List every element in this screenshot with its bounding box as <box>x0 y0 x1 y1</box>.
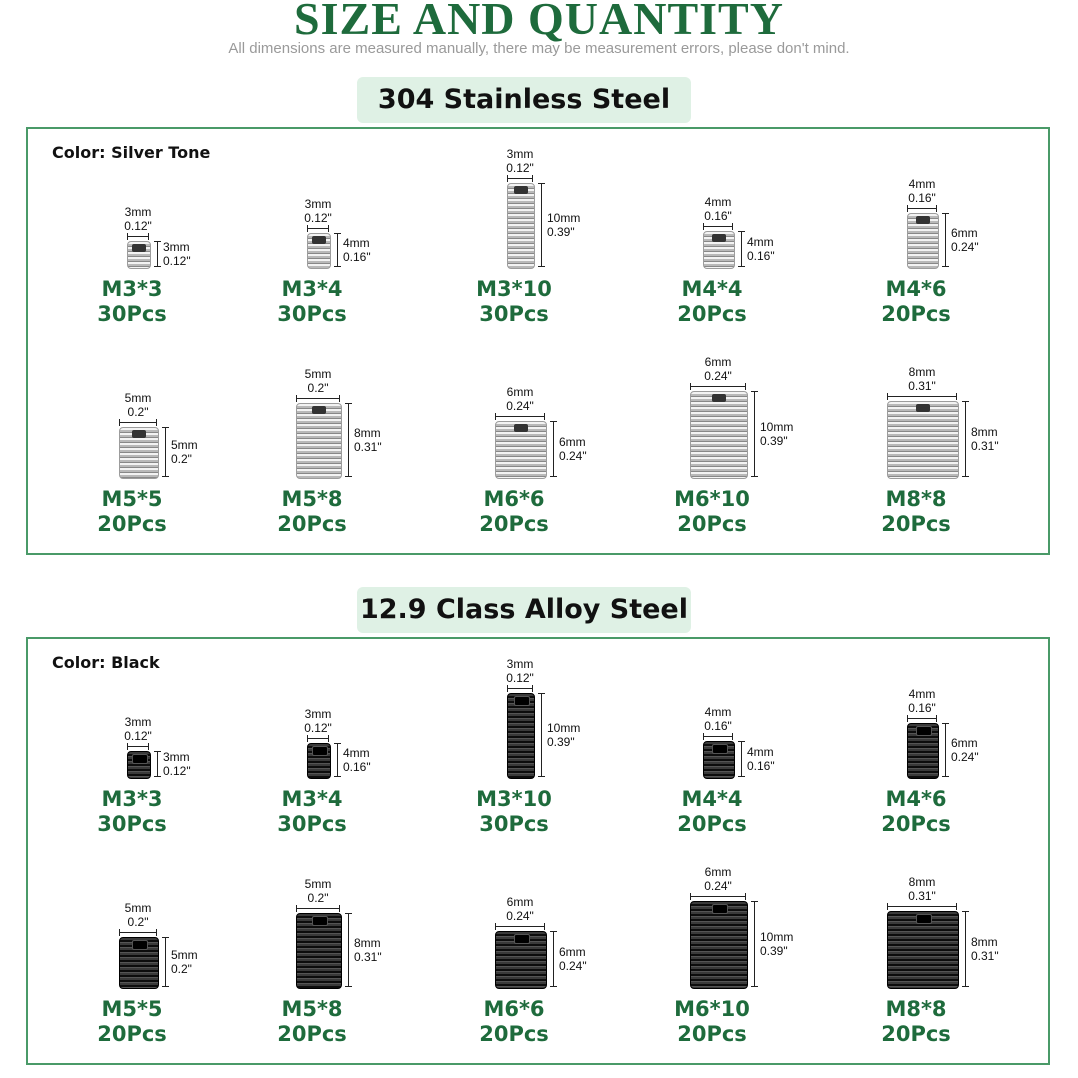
size-label: M3*3 <box>101 277 163 301</box>
height-mm: 5mm <box>171 438 198 452</box>
size-label: M4*4 <box>681 277 743 301</box>
width-dimension-line <box>703 736 733 737</box>
width-mm: 8mm <box>908 875 936 889</box>
hex-socket-icon <box>132 754 148 764</box>
quantity-label: 30Pcs <box>479 812 549 836</box>
width-in: 0.16" <box>704 209 732 223</box>
height-dimension-label <box>171 948 198 976</box>
height-dimension-line <box>754 391 755 477</box>
screw-item <box>434 127 594 332</box>
height-dimension-line <box>337 233 338 267</box>
width-dimension-line <box>907 718 937 719</box>
height-in: 0.31" <box>971 439 999 453</box>
width-mm: 3mm <box>506 657 534 671</box>
set-screw-image <box>507 693 535 779</box>
height-dimension-label <box>547 211 580 239</box>
width-mm: 3mm <box>124 205 152 219</box>
hex-socket-icon <box>712 394 726 402</box>
screw-item <box>52 637 212 842</box>
height-dimension-line <box>741 741 742 777</box>
set-screw-image <box>495 931 547 989</box>
width-in: 0.2" <box>307 381 329 395</box>
width-in: 0.2" <box>127 405 149 419</box>
height-mm: 10mm <box>760 420 794 434</box>
height-dimension-label <box>171 438 198 466</box>
quantity-label: 20Pcs <box>881 302 951 326</box>
width-in: 0.12" <box>124 729 152 743</box>
hex-socket-icon <box>514 696 530 706</box>
set-screw-image <box>907 723 939 779</box>
width-mm: 3mm <box>304 197 332 211</box>
height-dimension-line <box>165 427 166 477</box>
width-dimension-label <box>485 657 555 685</box>
size-label: M3*10 <box>476 787 552 811</box>
width-dimension-line <box>296 398 340 399</box>
height-dimension-line <box>553 931 554 987</box>
hex-socket-icon <box>712 744 728 754</box>
width-in: 0.16" <box>908 701 936 715</box>
width-dimension-line <box>507 688 533 689</box>
screw-item <box>434 637 594 842</box>
height-dimension-line <box>965 401 966 477</box>
height-dimension-label <box>971 425 999 453</box>
quantity-label: 20Pcs <box>677 812 747 836</box>
size-label: M3*3 <box>101 787 163 811</box>
height-dimension-label <box>343 746 371 774</box>
quantity-label: 20Pcs <box>479 512 549 536</box>
width-in: 0.2" <box>127 915 149 929</box>
width-dimension-label <box>283 877 353 905</box>
width-mm: 5mm <box>304 877 332 891</box>
width-dimension-line <box>296 908 340 909</box>
quantity-label: 20Pcs <box>97 1022 167 1046</box>
height-in: 0.31" <box>354 950 382 964</box>
width-dimension-line <box>690 386 746 387</box>
width-mm: 4mm <box>908 177 936 191</box>
height-dimension-label <box>547 721 580 749</box>
hex-socket-icon <box>132 430 146 438</box>
height-dimension-line <box>945 723 946 777</box>
quantity-label: 20Pcs <box>881 512 951 536</box>
size-label: M3*4 <box>281 277 343 301</box>
width-dimension-label <box>683 355 753 383</box>
page-title: SIZE AND QUANTITY <box>294 0 784 44</box>
hex-socket-icon <box>312 916 328 926</box>
quantity-label: 20Pcs <box>277 512 347 536</box>
height-dimension-label <box>760 420 793 448</box>
set-screw-image <box>119 937 159 989</box>
hex-socket-icon <box>514 186 528 194</box>
hex-socket-icon <box>916 216 930 224</box>
height-dimension-line <box>741 231 742 267</box>
quantity-label: 20Pcs <box>677 512 747 536</box>
quantity-label: 20Pcs <box>881 812 951 836</box>
width-dimension-line <box>307 228 329 229</box>
height-mm: 4mm <box>343 746 370 760</box>
quantity-label: 20Pcs <box>277 1022 347 1046</box>
section-heading-stainless: 304 Stainless Steel <box>357 77 691 123</box>
width-in: 0.31" <box>908 379 936 393</box>
color-label: Color: Silver Tone <box>52 143 211 162</box>
width-dimension-label <box>283 197 353 225</box>
height-dimension-line <box>553 421 554 477</box>
height-in: 0.16" <box>343 250 371 264</box>
size-label: M6*6 <box>483 487 545 511</box>
width-dimension-label <box>103 391 173 419</box>
height-mm: 6mm <box>559 435 586 449</box>
width-in: 0.24" <box>506 909 534 923</box>
height-in: 0.2" <box>171 962 192 976</box>
width-dimension-line <box>703 226 733 227</box>
height-in: 0.39" <box>760 944 788 958</box>
screw-item <box>632 337 792 542</box>
width-dimension-line <box>307 738 329 739</box>
height-mm: 5mm <box>171 948 198 962</box>
width-dimension-line <box>507 178 533 179</box>
set-screw-image <box>296 913 342 989</box>
screw-item <box>434 847 594 1052</box>
height-mm: 10mm <box>547 721 581 735</box>
hex-socket-icon <box>312 236 326 244</box>
height-in: 0.31" <box>354 440 382 454</box>
screw-item <box>632 847 792 1052</box>
screw-item <box>232 637 392 842</box>
width-dimension-line <box>907 208 937 209</box>
width-dimension-label <box>485 147 555 175</box>
width-dimension-line <box>127 746 149 747</box>
size-label: M3*4 <box>281 787 343 811</box>
width-dimension-label <box>103 715 173 743</box>
height-in: 0.12" <box>163 254 191 268</box>
height-mm: 4mm <box>747 745 774 759</box>
height-in: 0.16" <box>747 249 775 263</box>
width-dimension-line <box>119 932 157 933</box>
set-screw-image <box>307 233 331 269</box>
width-dimension-line <box>119 422 157 423</box>
width-mm: 6mm <box>704 355 732 369</box>
height-in: 0.24" <box>951 240 979 254</box>
width-dimension-line <box>495 926 545 927</box>
height-in: 0.24" <box>559 959 587 973</box>
width-in: 0.12" <box>506 161 534 175</box>
set-screw-image <box>907 213 939 269</box>
width-dimension-label <box>103 205 173 233</box>
size-label: M4*6 <box>885 787 947 811</box>
hex-socket-icon <box>514 934 530 944</box>
height-dimension-label <box>559 945 587 973</box>
height-dimension-label <box>760 930 793 958</box>
height-in: 0.24" <box>559 449 587 463</box>
height-dimension-label <box>951 736 979 764</box>
width-dimension-line <box>887 906 957 907</box>
height-in: 0.24" <box>951 750 979 764</box>
height-in: 0.16" <box>747 759 775 773</box>
set-screw-image <box>307 743 331 779</box>
width-mm: 5mm <box>304 367 332 381</box>
section-heading-alloy: 12.9 Class Alloy Steel <box>357 587 691 633</box>
width-mm: 6mm <box>506 895 534 909</box>
size-label: M8*8 <box>885 997 947 1021</box>
height-dimension-label <box>354 936 382 964</box>
quantity-label: 30Pcs <box>97 812 167 836</box>
height-in: 0.39" <box>547 735 575 749</box>
screw-item <box>232 337 392 542</box>
width-in: 0.31" <box>908 889 936 903</box>
screw-item <box>632 637 792 842</box>
height-in: 0.2" <box>171 452 192 466</box>
width-in: 0.24" <box>704 879 732 893</box>
width-dimension-label <box>683 705 753 733</box>
width-mm: 3mm <box>304 707 332 721</box>
height-dimension-label <box>163 750 191 778</box>
size-label: M6*10 <box>674 487 750 511</box>
height-in: 0.12" <box>163 764 191 778</box>
height-dimension-line <box>157 751 158 777</box>
screw-item <box>632 127 792 332</box>
quantity-label: 30Pcs <box>479 302 549 326</box>
width-mm: 4mm <box>704 705 732 719</box>
width-dimension-label <box>283 707 353 735</box>
screw-item <box>836 127 996 332</box>
quantity-label: 20Pcs <box>677 1022 747 1046</box>
height-dimension-line <box>157 241 158 267</box>
height-dimension-line <box>165 937 166 987</box>
screw-item <box>836 637 996 842</box>
height-in: 0.31" <box>971 949 999 963</box>
width-mm: 3mm <box>124 715 152 729</box>
hex-socket-icon <box>712 234 726 242</box>
width-in: 0.24" <box>704 369 732 383</box>
size-label: M6*10 <box>674 997 750 1021</box>
height-mm: 6mm <box>951 226 978 240</box>
height-dimension-label <box>343 236 371 264</box>
width-dimension-label <box>103 901 173 929</box>
height-mm: 4mm <box>343 236 370 250</box>
height-mm: 3mm <box>163 750 190 764</box>
hex-socket-icon <box>312 746 328 756</box>
width-in: 0.12" <box>124 219 152 233</box>
set-screw-image <box>119 427 159 479</box>
screw-item <box>836 847 999 1052</box>
set-screw-image <box>690 901 748 989</box>
hex-socket-icon <box>916 914 932 924</box>
width-dimension-line <box>690 896 746 897</box>
height-dimension-line <box>348 913 349 987</box>
height-mm: 6mm <box>559 945 586 959</box>
hex-socket-icon <box>712 904 728 914</box>
height-in: 0.39" <box>760 434 788 448</box>
height-dimension-label <box>559 435 587 463</box>
set-screw-image <box>690 391 748 479</box>
screw-item <box>232 847 392 1052</box>
screw-item <box>52 847 212 1052</box>
width-dimension-label <box>485 895 555 923</box>
quantity-label: 20Pcs <box>97 512 167 536</box>
width-mm: 5mm <box>124 901 152 915</box>
size-label: M8*8 <box>885 487 947 511</box>
width-dimension-line <box>887 396 957 397</box>
height-mm: 3mm <box>163 240 190 254</box>
width-dimension-label <box>887 875 957 903</box>
hex-socket-icon <box>132 940 148 950</box>
set-screw-image <box>495 421 547 479</box>
height-mm: 8mm <box>971 425 998 439</box>
width-in: 0.16" <box>908 191 936 205</box>
height-dimension-label <box>354 426 382 454</box>
width-mm: 5mm <box>124 391 152 405</box>
height-mm: 8mm <box>354 426 381 440</box>
width-dimension-label <box>683 865 753 893</box>
width-mm: 4mm <box>908 687 936 701</box>
size-label: M5*5 <box>101 487 163 511</box>
width-mm: 3mm <box>506 147 534 161</box>
set-screw-image <box>703 741 735 779</box>
height-dimension-line <box>541 693 542 777</box>
page-subtitle: All dimensions are measured manually, there may be measurement errors, please don't mind. <box>228 40 850 57</box>
height-dimension-line <box>754 901 755 987</box>
size-label: M5*8 <box>281 487 343 511</box>
width-in: 0.12" <box>506 671 534 685</box>
height-dimension-label <box>163 240 191 268</box>
size-label: M5*8 <box>281 997 343 1021</box>
quantity-label: 20Pcs <box>677 302 747 326</box>
height-mm: 10mm <box>547 211 581 225</box>
quantity-label: 30Pcs <box>97 302 167 326</box>
height-dimension-line <box>965 911 966 987</box>
height-mm: 4mm <box>747 235 774 249</box>
set-screw-image <box>296 403 342 479</box>
height-dimension-label <box>951 226 979 254</box>
width-in: 0.12" <box>304 721 332 735</box>
width-mm: 6mm <box>704 865 732 879</box>
height-dimension-line <box>541 183 542 267</box>
set-screw-image <box>703 231 735 269</box>
height-dimension-label <box>971 935 999 963</box>
height-mm: 8mm <box>354 936 381 950</box>
width-mm: 8mm <box>908 365 936 379</box>
hex-socket-icon <box>514 424 528 432</box>
height-mm: 8mm <box>971 935 998 949</box>
width-mm: 6mm <box>506 385 534 399</box>
screw-item <box>52 337 212 542</box>
quantity-label: 30Pcs <box>277 812 347 836</box>
height-mm: 6mm <box>951 736 978 750</box>
width-in: 0.12" <box>304 211 332 225</box>
screw-item <box>232 127 392 332</box>
hex-socket-icon <box>312 406 326 414</box>
width-dimension-label <box>887 687 957 715</box>
width-mm: 4mm <box>704 195 732 209</box>
set-screw-image <box>127 751 151 779</box>
height-in: 0.16" <box>343 760 371 774</box>
hex-socket-icon <box>916 726 932 736</box>
hex-socket-icon <box>916 404 930 412</box>
set-screw-image <box>127 241 151 269</box>
set-screw-image <box>887 401 959 479</box>
width-dimension-line <box>495 416 545 417</box>
quantity-label: 20Pcs <box>881 1022 951 1046</box>
size-label: M6*6 <box>483 997 545 1021</box>
width-dimension-line <box>127 236 149 237</box>
width-in: 0.2" <box>307 891 329 905</box>
height-dimension-line <box>348 403 349 477</box>
screw-item <box>434 337 594 542</box>
size-label: M4*4 <box>681 787 743 811</box>
screw-item <box>52 127 212 332</box>
height-dimension-label <box>747 235 775 263</box>
quantity-label: 30Pcs <box>277 302 347 326</box>
height-dimension-label <box>747 745 775 773</box>
hex-socket-icon <box>132 244 146 252</box>
screw-item <box>836 337 999 542</box>
color-label: Color: Black <box>52 653 160 672</box>
width-in: 0.16" <box>704 719 732 733</box>
size-label: M4*6 <box>885 277 947 301</box>
quantity-label: 20Pcs <box>479 1022 549 1046</box>
size-label: M3*10 <box>476 277 552 301</box>
height-dimension-line <box>337 743 338 777</box>
width-in: 0.24" <box>506 399 534 413</box>
height-mm: 10mm <box>760 930 794 944</box>
width-dimension-label <box>683 195 753 223</box>
width-dimension-label <box>887 365 957 393</box>
set-screw-image <box>507 183 535 269</box>
width-dimension-label <box>283 367 353 395</box>
size-label: M5*5 <box>101 997 163 1021</box>
height-in: 0.39" <box>547 225 575 239</box>
set-screw-image <box>887 911 959 989</box>
height-dimension-line <box>945 213 946 267</box>
width-dimension-label <box>887 177 957 205</box>
width-dimension-label <box>485 385 555 413</box>
